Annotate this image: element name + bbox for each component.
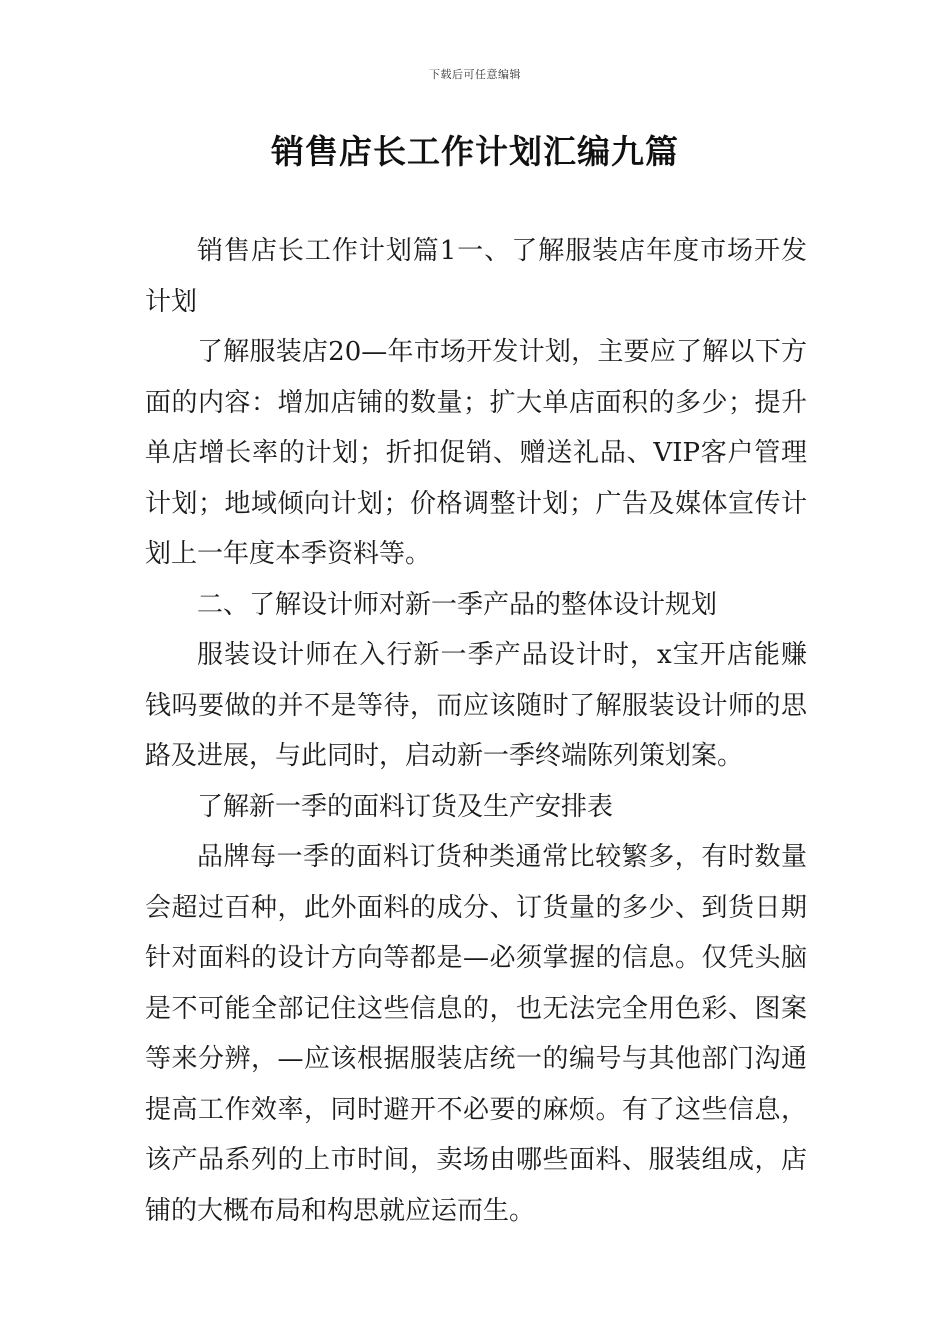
document-body <box>145 226 807 1236</box>
page-title: 销售店长工作计划汇编九篇 <box>271 132 679 171</box>
paragraph-3: 二、了解设计师对新一季产品的整体设计规划 <box>197 589 718 620</box>
paragraph-2: 了解服装店20—年市场开发计划，主要应了解以下方面的内容：增加店铺的数量；扩大单店面积的多少；提升单店增长率的计划；折扣促销、赠送礼品、VIP客户管理计划；地域倾向计划；价格调整计划；广告及媒体宣传计划上一年度本季资料等。 <box>145 337 807 569</box>
paragraph-5: 了解新一季的面料订货及生产安排表 <box>197 791 614 822</box>
paragraph-4: 服装设计师在入行新一季产品设计时，x宝开店能赚钱吗要做的并不是等待，而应该随时了解服装设计师的思路及进展，与此同时，启动新一季终端陈列策划案。 <box>145 640 807 771</box>
header-note: 下载后可任意编辑 <box>429 68 521 81</box>
paragraph-6: 品牌每一季的面料订货种类通常比较繁多，有时数量会超过百种，此外面料的成分、订货量的多少、到货日期针对面料的设计方向等都是—必须掌握的信息。仅凭头脑是不可能全部记住这些信息的，也无法完全用色彩、图案等来分辨，—应该根据服装店统一的编号与其他部门沟通提高工作效率，同时避开不必要的麻烦。有了这些信息，该产品系列的上市时间，卖场由哪些面料、服装组成，店铺的大概布局和构思就应运而生。 <box>145 842 807 1226</box>
paragraph-1: 销售店长工作计划篇1一、了解服装店年度市场开发计划 <box>145 236 807 317</box>
